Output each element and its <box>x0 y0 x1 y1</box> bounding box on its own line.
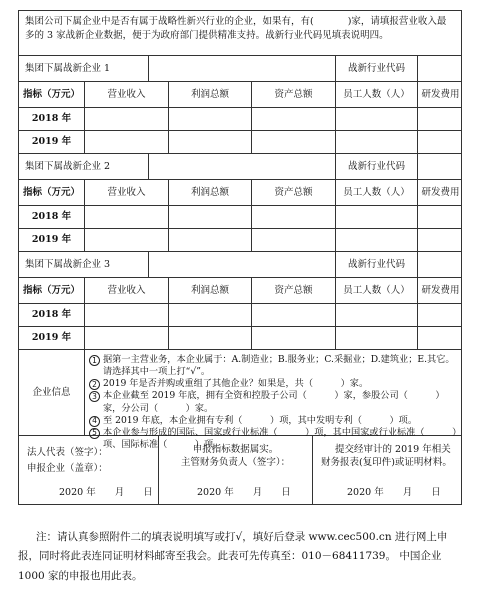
company-2-code-field[interactable] <box>418 154 463 179</box>
year-label: 2018 年 <box>19 206 85 228</box>
footnote: 注：请认真参照附件二的填表说明填写或打√，填好后登录 www.cec500.cn 进行网上申报，同时将此表连同证明材料邮寄至我会。此表可先传真至：010－68411739。 中国企业 1000 家的申报也用此表。 <box>18 531 448 582</box>
company-3-name-field[interactable] <box>149 252 336 277</box>
signature-block-legal[interactable] <box>19 436 159 504</box>
col-revenue: 营业收入 <box>85 180 169 205</box>
year-label: 2019 年 <box>19 131 85 153</box>
col-revenue: 营业收入 <box>85 82 169 107</box>
info-item-2 <box>89 378 457 390</box>
cell-input[interactable] <box>85 229 169 251</box>
col-rnd: 研发费用 <box>421 284 460 296</box>
col-profit: 利润总额 <box>169 278 252 303</box>
cell-input[interactable] <box>252 327 336 349</box>
info-item-text[interactable]: 2019 年是否并购或重组了其他企业？如果是，共（ ）家。 <box>103 378 369 390</box>
cell-input[interactable] <box>169 206 252 228</box>
cell-input[interactable] <box>336 206 418 228</box>
company-1-name-row <box>19 56 461 82</box>
year-label: 2019 年 <box>19 229 85 251</box>
company-1-row-2019 <box>19 131 461 154</box>
company-3-name-label: 集团下属战新企业 3 <box>19 252 149 277</box>
cell-input[interactable] <box>252 206 336 228</box>
intro-text-part2: )家，请填报营业收入最多的 3 家战新企业数据，便于为政府部门提供精准支持。战新行业代码见填表说明四。 <box>25 16 447 41</box>
company-2-row-2018 <box>19 206 461 229</box>
cell-input[interactable] <box>418 229 463 251</box>
cell-input[interactable] <box>85 206 169 228</box>
indicator-header: 指标（万元） <box>19 180 85 205</box>
circled-number-5: 5 <box>89 428 100 439</box>
cell-input[interactable] <box>336 327 418 349</box>
cell-input[interactable] <box>85 131 169 153</box>
col-assets: 资产总额 <box>252 180 336 205</box>
company-2-row-2019 <box>19 229 461 252</box>
cell-input[interactable] <box>252 229 336 251</box>
company-2-name-row <box>19 154 461 180</box>
circled-number-4: 4 <box>89 416 100 427</box>
company-3-row-2018 <box>19 304 461 327</box>
cell-input[interactable] <box>85 327 169 349</box>
data-true-statement: 申报指标数据属实。 <box>192 444 279 455</box>
cell-input[interactable] <box>336 131 418 153</box>
cell-input[interactable] <box>85 304 169 326</box>
enterprise-info-label: 企业信息 <box>19 350 85 435</box>
company-2-name-field[interactable] <box>149 154 336 179</box>
col-rnd: 研发费用 <box>421 186 460 198</box>
cell-input[interactable] <box>336 304 418 326</box>
col-employees: 员工人数（人） <box>336 278 418 303</box>
indicator-header: 指标（万元） <box>19 278 85 303</box>
finance-head-label: 主管财务负责人（签字）： <box>180 457 291 468</box>
company-2-name-label: 集团下属战新企业 2 <box>19 154 149 179</box>
signature-date-1: 2020 年 月 日 <box>59 487 153 498</box>
signature-date-3: 2020 年 月 日 <box>347 487 441 498</box>
cell-input[interactable] <box>252 131 336 153</box>
signature-block-finance[interactable] <box>159 436 313 504</box>
indicator-header: 指标（万元） <box>19 82 85 107</box>
cell-input[interactable] <box>252 304 336 326</box>
intro-text-part1: 集团公司下属企业中是否有属于战略性新兴行业的企业，如果有，有( <box>25 16 314 27</box>
col-assets: 资产总额 <box>252 278 336 303</box>
col-profit: 利润总额 <box>169 180 252 205</box>
company-3-code-label: 战新行业代码 <box>336 252 418 277</box>
company-3-name-row <box>19 252 461 278</box>
cell-input[interactable] <box>418 206 463 228</box>
cell-input[interactable] <box>418 108 463 130</box>
company-3-header-row <box>19 278 461 304</box>
circled-number-3: 3 <box>89 391 100 402</box>
signature-block-materials[interactable] <box>313 436 463 504</box>
company-3-code-field[interactable] <box>418 252 463 277</box>
company-2-header-row <box>19 180 461 206</box>
company-1-row-2018 <box>19 108 461 131</box>
cell-input[interactable] <box>169 108 252 130</box>
circled-number-2: 2 <box>89 379 100 390</box>
company-1-name-field[interactable] <box>149 56 336 81</box>
circled-number-1: 1 <box>89 355 100 366</box>
cell-input[interactable] <box>418 131 463 153</box>
col-employees: 员工人数（人） <box>336 82 418 107</box>
cell-input[interactable] <box>252 108 336 130</box>
col-employees: 员工人数（人） <box>336 180 418 205</box>
col-profit: 利润总额 <box>169 82 252 107</box>
info-item-4 <box>89 415 457 427</box>
year-label: 2018 年 <box>19 108 85 130</box>
info-item-1 <box>89 354 457 378</box>
info-item-text[interactable]: 至 2019 年底，本企业拥有专利（ ）项，其中发明专利（ ）项。 <box>103 414 418 426</box>
company-1-name-label: 集团下属战新企业 1 <box>19 56 149 81</box>
audit-materials-note: 提交经审计的 2019 年相关财务报表(复印件)或证明材料。 <box>321 444 452 468</box>
cell-input[interactable] <box>169 304 252 326</box>
company-3-row-2019 <box>19 327 461 350</box>
cell-input[interactable] <box>336 229 418 251</box>
company-1-code-label: 战新行业代码 <box>336 56 418 81</box>
cell-input[interactable] <box>169 131 252 153</box>
col-assets: 资产总额 <box>252 82 336 107</box>
cell-input[interactable] <box>336 108 418 130</box>
cell-input[interactable] <box>418 327 463 349</box>
company-1-header-row <box>19 82 461 108</box>
cell-input[interactable] <box>169 229 252 251</box>
company-2-code-label: 战新行业代码 <box>336 154 418 179</box>
info-item-3 <box>89 390 457 414</box>
seal-label: 申报企业（盖章）： <box>27 463 108 474</box>
signature-row <box>19 436 461 504</box>
cell-input[interactable] <box>85 108 169 130</box>
col-rnd: 研发费用 <box>421 88 460 100</box>
year-label: 2018 年 <box>19 304 85 326</box>
info-item-text[interactable]: 据第一主营业务，本企业属于：A.制造业；B.服务业；C.采掘业；D.建筑业；E.其它。请选择其中一项上打“√”。 <box>103 354 455 378</box>
cell-input[interactable] <box>418 304 463 326</box>
col-revenue: 营业收入 <box>85 278 169 303</box>
signature-date-2: 2020 年 月 日 <box>197 487 291 498</box>
info-item-text[interactable]: 本企业参与形成的国际、国家或行业标准（ ）项，其中国家或行业标准（ ）项、国际标准（ ）项。 <box>103 426 457 450</box>
legal-rep-label: 法人代表（签字）： <box>27 447 108 458</box>
company-1-code-field[interactable] <box>418 56 463 81</box>
info-item-text[interactable]: 本企业截至 2019 年底，拥有全资和控股子公司（ ）家，参股公司（ ）家，分公司（ ）家。 <box>103 390 445 414</box>
application-form <box>18 10 462 505</box>
cell-input[interactable] <box>169 327 252 349</box>
year-label: 2019 年 <box>19 327 85 349</box>
intro-row <box>19 11 461 56</box>
